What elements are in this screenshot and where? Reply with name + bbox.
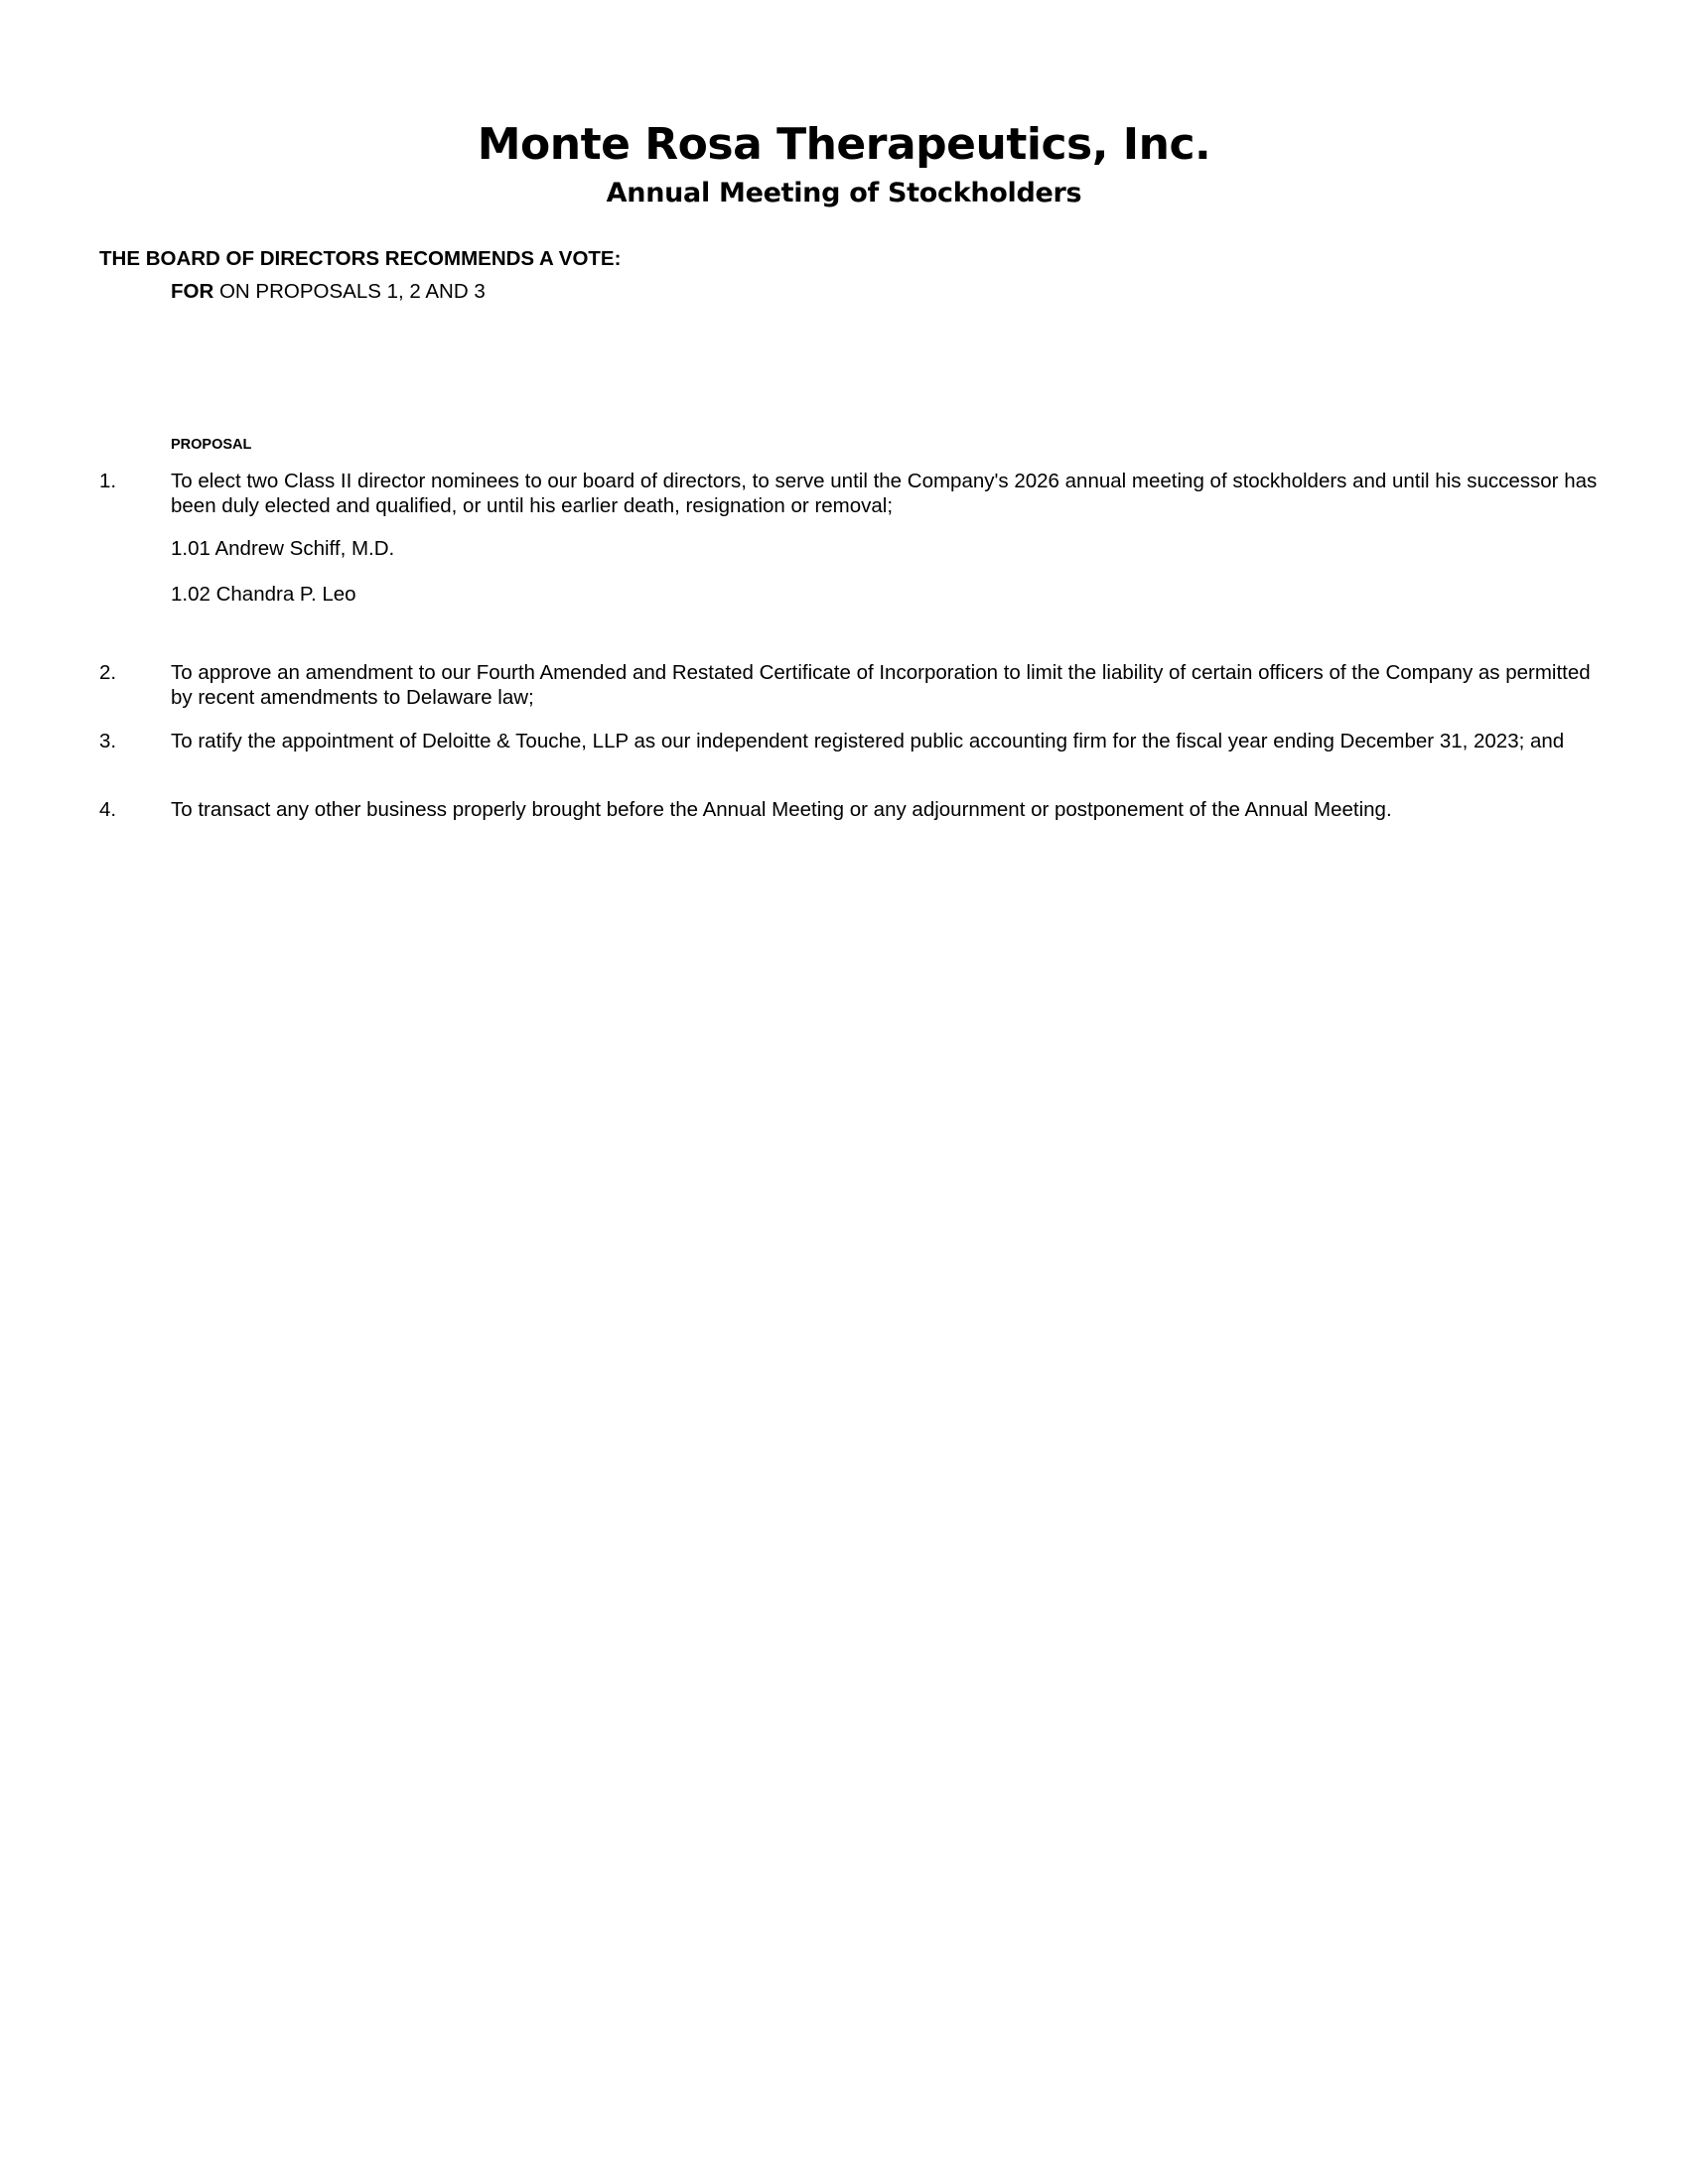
proposal-number: 4. xyxy=(99,798,117,821)
proposal-text: To approve an amendment to our Fourth Amended and Restated Certificate of Incorporation to limit the liability of certain officers of the Company as permitted by recent amendments to Delaware law; xyxy=(171,661,1591,709)
document-header xyxy=(0,117,1688,212)
meeting-title: Annual Meeting of Stockholders xyxy=(606,178,1082,208)
proposal-text: To transact any other business properly brought before the Annual Meeting or any adjournment or postponement of the Annual Meeting. xyxy=(171,798,1392,821)
vote-proposals-text: ON PROPOSALS 1, 2 AND 3 xyxy=(218,280,486,303)
proposal-text: To ratify the appointment of Deloitte & Touche, LLP as our independent registered public accounting firm for the fiscal year ending December 31, 2023; and xyxy=(171,730,1565,752)
proposal-column-heading: PROPOSAL xyxy=(171,437,252,453)
board-recommendation-heading: THE BOARD OF DIRECTORS RECOMMENDS A VOTE: xyxy=(99,247,622,270)
proposal-item-3 xyxy=(99,729,1599,753)
proposal-text: To elect two Class II director nominees to our board of directors, to serve until the Company's 2026 annual meeting of stockholders and until his successor has been duly elected and qualified, or until his earlier death, resignation or removal; xyxy=(171,470,1598,517)
company-name: Monte Rosa Therapeutics, Inc. xyxy=(477,119,1211,170)
nominee-item: 1.01 Andrew Schiff, M.D. xyxy=(171,537,395,560)
proposal-number: 2. xyxy=(99,661,117,684)
proposal-number: 3. xyxy=(99,730,117,752)
proposal-number: 1. xyxy=(99,470,117,492)
proposal-item-2 xyxy=(99,660,1599,710)
proposal-item-1 xyxy=(99,469,1599,518)
board-recommendation-vote xyxy=(171,279,486,305)
vote-for-label: FOR xyxy=(171,280,214,303)
proposal-item-4 xyxy=(99,797,1599,822)
nominee-item: 1.02 Chandra P. Leo xyxy=(171,583,356,606)
